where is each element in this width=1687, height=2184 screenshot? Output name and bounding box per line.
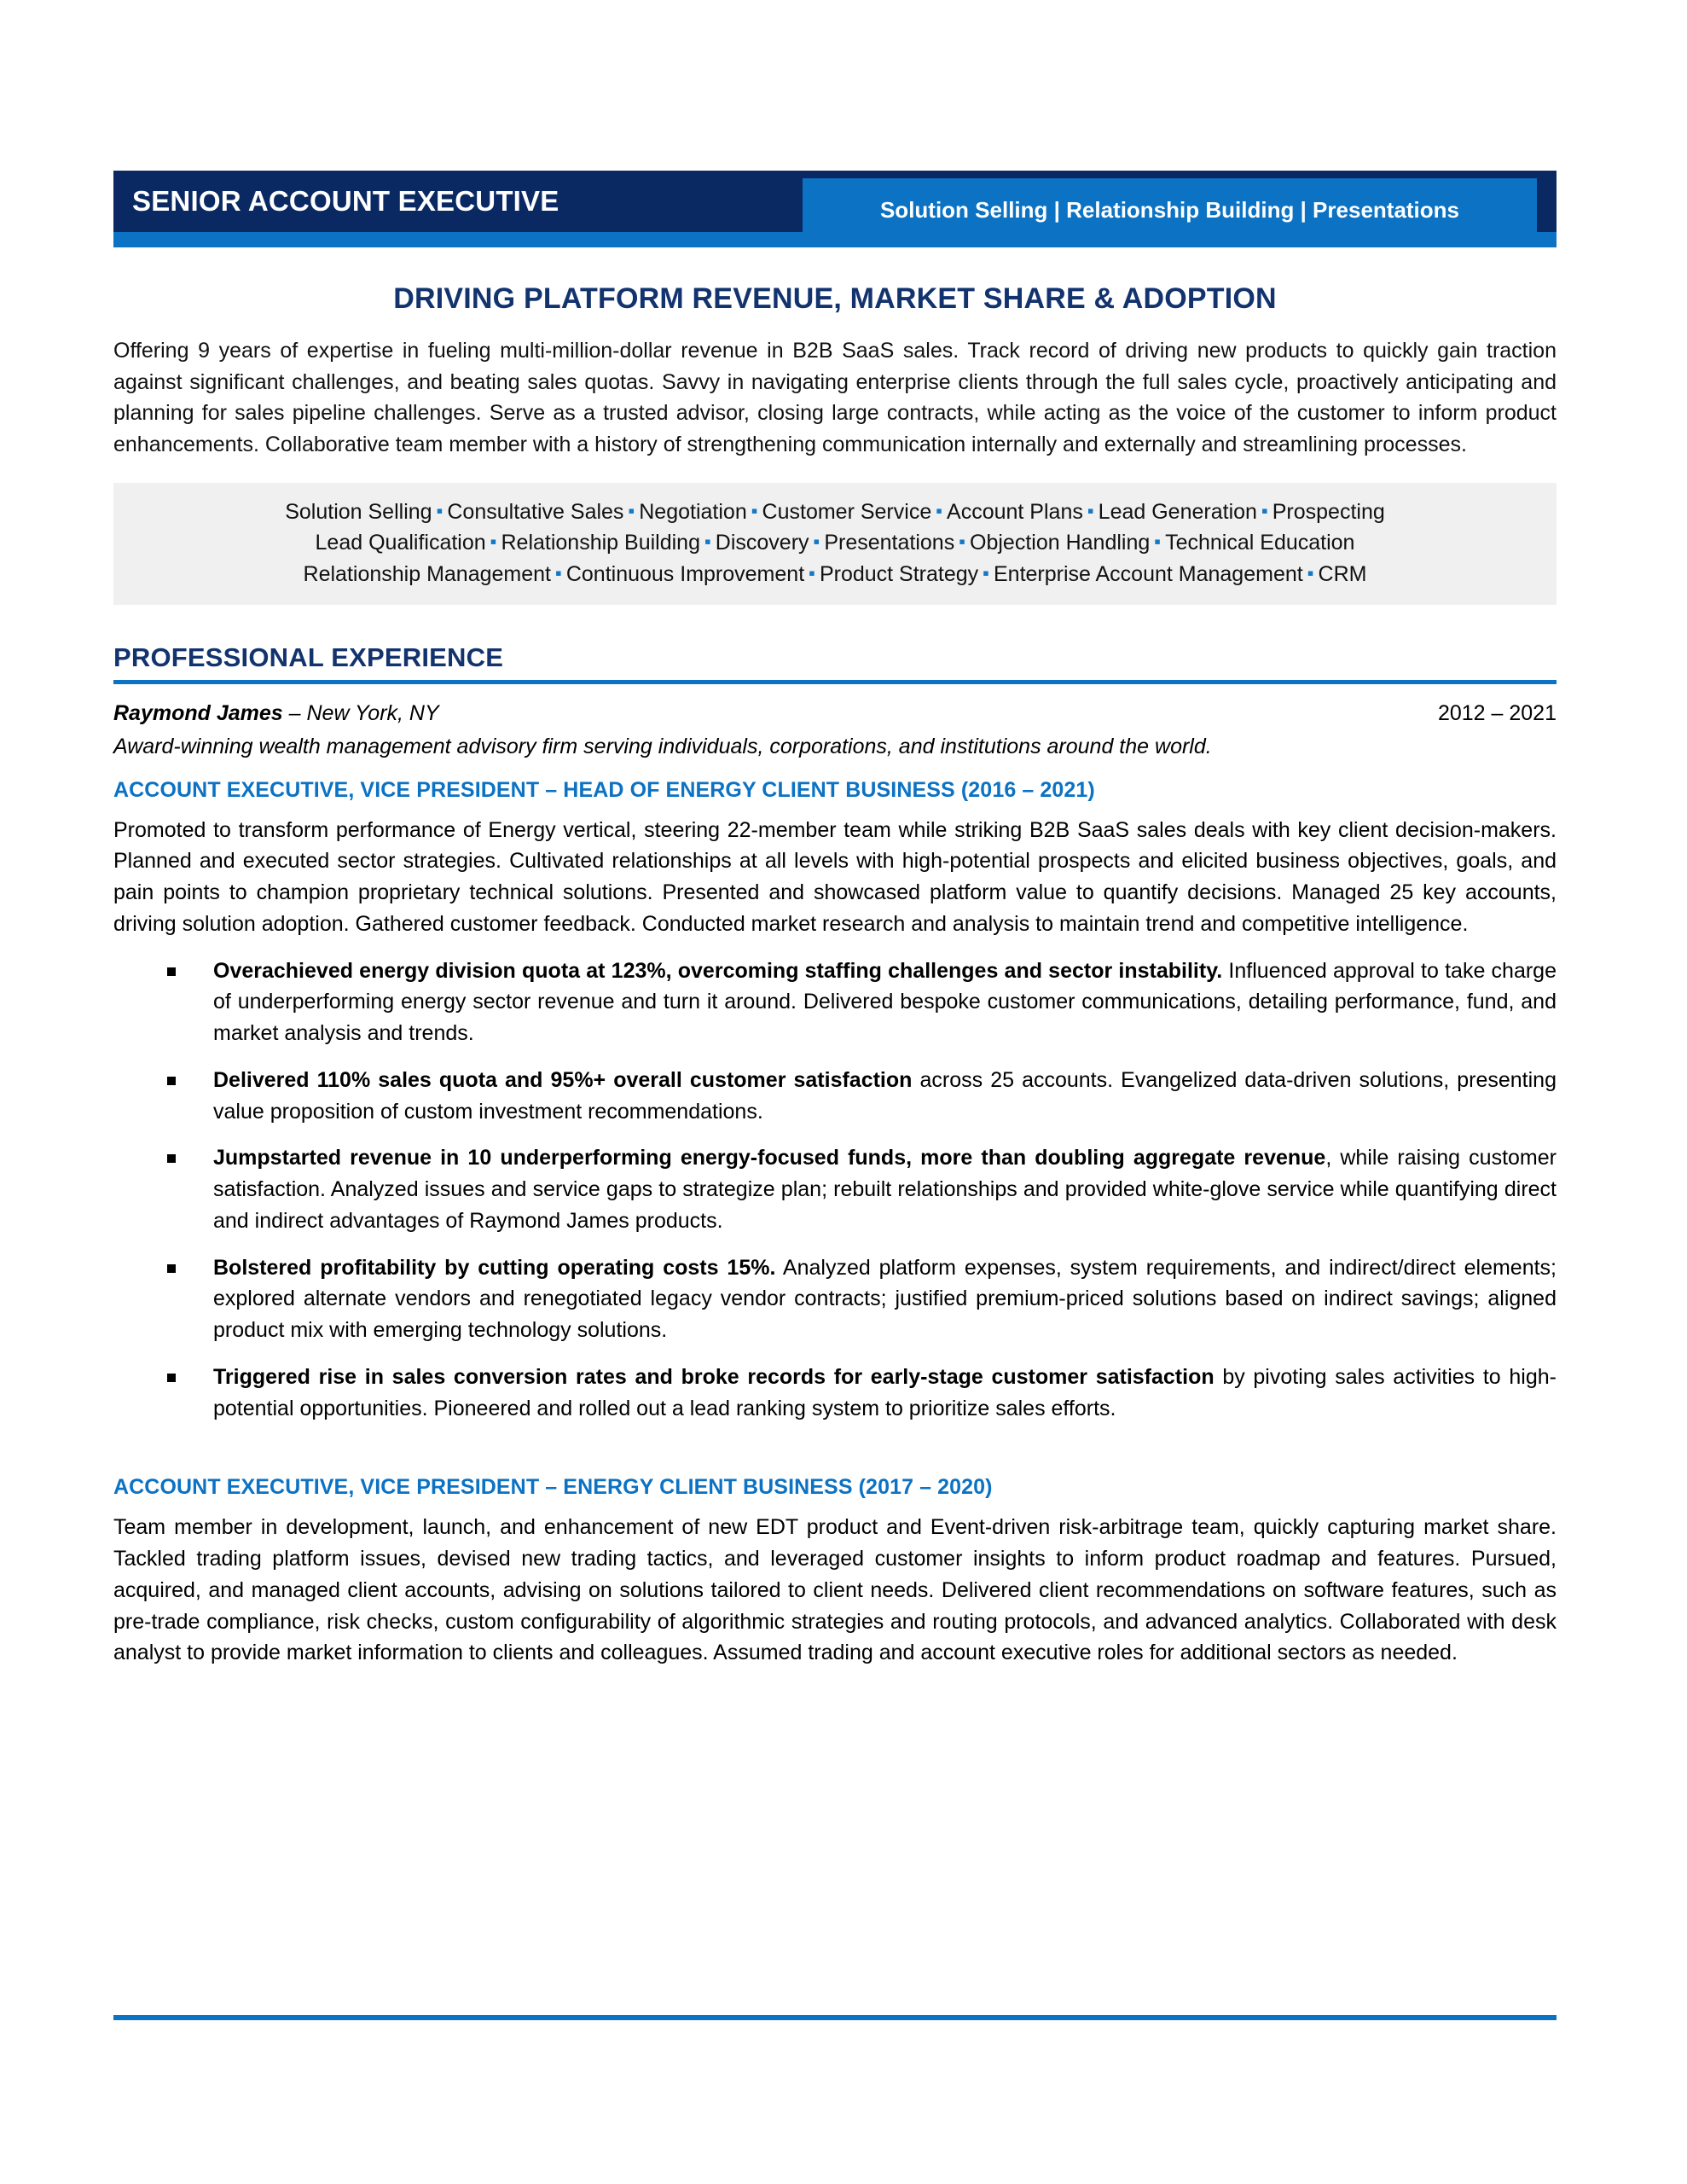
skill-separator-icon: ▪ xyxy=(490,531,497,553)
job-entry xyxy=(113,701,1557,1669)
skill-item: Relationship Building xyxy=(501,531,700,555)
skill-item: Presentations xyxy=(824,531,955,555)
skill-item: Account Plans xyxy=(947,499,1083,524)
role-title: ACCOUNT EXECUTIVE, VICE PRESIDENT – ENERGY CLIENT BUSINESS (2017 – 2020) xyxy=(113,1475,993,1500)
skill-item: Lead Qualification xyxy=(315,531,486,555)
skill-separator-icon: ▪ xyxy=(628,499,635,521)
skill-item: Objection Handling xyxy=(970,531,1151,555)
achievement-detail: across 25 accounts. Evangelized data-driven solutions, presenting value proposition of custom investment recommendations. xyxy=(213,1067,1557,1124)
skill-separator-icon: ▪ xyxy=(813,531,820,553)
skills-row xyxy=(134,527,1536,559)
skill-item: Negotiation xyxy=(639,499,747,524)
role-description: Team member in development, launch, and enhancement of new EDT product and Event-driven risk-arbitrage team, quickly capturing market share. Tackled trading platform issues, devised new trading tactics, and leveraged customer insights to inform product roadmap and features. Pursued, acquired, and managed client accounts, advising on solutions tailored to client needs. Delivered client recommendations on software features, such as pre-trade compliance, risk checks, custom configurability of algorithmic strategies and routing protocols, and advanced analytics. Collaborated with desk analyst to provide market information to clients and colleagues. Assumed trading and account executive roles for additional sectors as needed. xyxy=(113,1515,1557,1665)
skill-separator-icon: ▪ xyxy=(983,561,989,584)
banner-tagline: Solution Selling | Relationship Building | Presentations xyxy=(879,197,1460,223)
job-company-blurb: Award-winning wealth management advisory firm serving individuals, corporations, and institutions around the world. xyxy=(113,735,1212,759)
skill-item: Prospecting xyxy=(1272,499,1385,524)
achievement-highlight: Jumpstarted revenue in 10 underperforming energy-focused funds, more than doubling aggregate revenue xyxy=(213,1146,1326,1170)
skill-item: CRM xyxy=(1318,561,1367,586)
skill-item: Enterprise Account Management xyxy=(993,561,1303,586)
professional-summary: Offering 9 years of expertise in fueling multi-million-dollar revenue in B2B SaaS sales. Track record of driving new products to quickly gain traction against significant challenges, and beating sales quotas. Savvy in navigating enterprise clients through the full sales cycle, proactively anticipating and planning for sales pipeline challenges. Serve as a trusted advisor, closing large contracts, while acting as the voice of the customer to inform product enhancements. Collaborative team member with a history of strengthening communication internally and externally and streamlining processes. xyxy=(113,338,1557,457)
job-title-heading: SENIOR ACCOUNT EXECUTIVE xyxy=(132,185,559,217)
skill-separator-icon: ▪ xyxy=(1087,499,1094,521)
skill-separator-icon: ▪ xyxy=(751,499,758,521)
role-spacer xyxy=(113,1439,1557,1475)
role-entry xyxy=(113,778,1557,1425)
skill-separator-icon: ▪ xyxy=(555,561,562,584)
skill-item: Technical Education xyxy=(1165,531,1355,555)
skill-separator-icon: ▪ xyxy=(704,531,711,553)
section-divider xyxy=(113,680,1557,684)
skill-separator-icon: ▪ xyxy=(1154,531,1162,553)
header-banner xyxy=(113,171,1557,247)
core-skills-box xyxy=(113,483,1557,606)
achievement-detail: Analyzed platform expenses, system requirements, and indirect/direct elements; explored alternate vendors and renegotiated legacy vendor contracts; justified premium-priced solutions based on indirect savings; aligned product mix with emerging technology solutions. xyxy=(213,1255,1557,1343)
job-company-name: Raymond James xyxy=(113,701,283,726)
skill-item: Customer Service xyxy=(762,499,932,524)
job-company-line xyxy=(113,701,439,726)
achievement-bullet xyxy=(113,1065,1557,1128)
job-location: – New York, NY xyxy=(288,701,439,726)
job-header xyxy=(113,701,1557,726)
achievement-highlight: Overachieved energy division quota at 123%, overcoming staffing challenges and sector instability. xyxy=(213,958,1223,983)
skill-separator-icon: ▪ xyxy=(936,499,943,521)
skill-item: Consultative Sales xyxy=(447,499,624,524)
achievement-bullet xyxy=(113,1252,1557,1346)
role-description: Promoted to transform performance of Energy vertical, steering 22-member team while striking B2B SaaS sales deals with key client decision-makers. Planned and executed sector strategies. Cultivated relationships at all levels with high-potential prospects and elicited business objectives, goals, and pain points to champion proprietary technical solutions. Presented and showcased platform value to quantify decisions. Managed 25 key accounts, driving solution adoption. Gathered customer feedback. Conducted market research and analysis to maintain trend and competitive intelligence. xyxy=(113,817,1557,936)
section-heading: PROFESSIONAL EXPERIENCE xyxy=(113,642,504,673)
role-title: ACCOUNT EXECUTIVE, VICE PRESIDENT – HEAD OF ENERGY CLIENT BUSINESS (2016 – 2021) xyxy=(113,777,1095,802)
skill-separator-icon: ▪ xyxy=(959,531,966,553)
skill-separator-icon: ▪ xyxy=(809,561,815,584)
achievement-detail: Influenced approval to take charge of underperforming energy sector revenue and turn it around. Delivered bespoke customer communications, detailing performance, fund, and market analysis and trends. xyxy=(213,958,1557,1046)
achievement-detail: by pivoting sales activities to high-potential opportunities. Pioneered and rolled out a lead ranking system to prioritize sales efforts. xyxy=(213,1364,1557,1420)
achievement-highlight: Triggered rise in sales conversion rates and broke records for early-stage customer satisfaction xyxy=(213,1364,1215,1389)
skill-separator-icon: ▪ xyxy=(1307,561,1314,584)
professional-experience-section xyxy=(113,642,1557,1669)
achievement-highlight: Delivered 110% sales quota and 95%+ overall customer satisfaction xyxy=(213,1067,913,1092)
achievement-bullet xyxy=(113,1362,1557,1425)
achievement-highlight: Bolstered profitability by cutting operating costs 15%. xyxy=(213,1255,776,1280)
role-achievements-list xyxy=(113,956,1557,1425)
skill-item: Relationship Management xyxy=(303,561,552,586)
achievement-bullet xyxy=(113,956,1557,1049)
job-dates: 2012 – 2021 xyxy=(1437,701,1557,726)
skill-item: Solution Selling xyxy=(285,499,432,524)
skills-row xyxy=(134,559,1536,590)
achievement-bullet xyxy=(113,1142,1557,1236)
skill-item: Product Strategy xyxy=(819,561,979,586)
achievement-detail: , while raising customer satisfaction. Analyzed issues and service gaps to strategize plan; rebuilt relationships and provided white-glove service while quantifying direct and indirect advantages of Raymond James products. xyxy=(213,1146,1557,1233)
footer-divider xyxy=(113,2015,1557,2020)
skill-separator-icon: ▪ xyxy=(436,499,443,521)
skills-row xyxy=(134,497,1536,528)
profile-headline: DRIVING PLATFORM REVENUE, MARKET SHARE & ADOPTION xyxy=(393,282,1277,315)
skill-item: Lead Generation xyxy=(1098,499,1257,524)
role-entry xyxy=(113,1475,1557,1669)
skill-item: Continuous Improvement xyxy=(565,561,805,586)
resume-content xyxy=(113,282,1557,1684)
skill-separator-icon: ▪ xyxy=(1261,499,1268,521)
skill-item: Discovery xyxy=(715,531,809,555)
